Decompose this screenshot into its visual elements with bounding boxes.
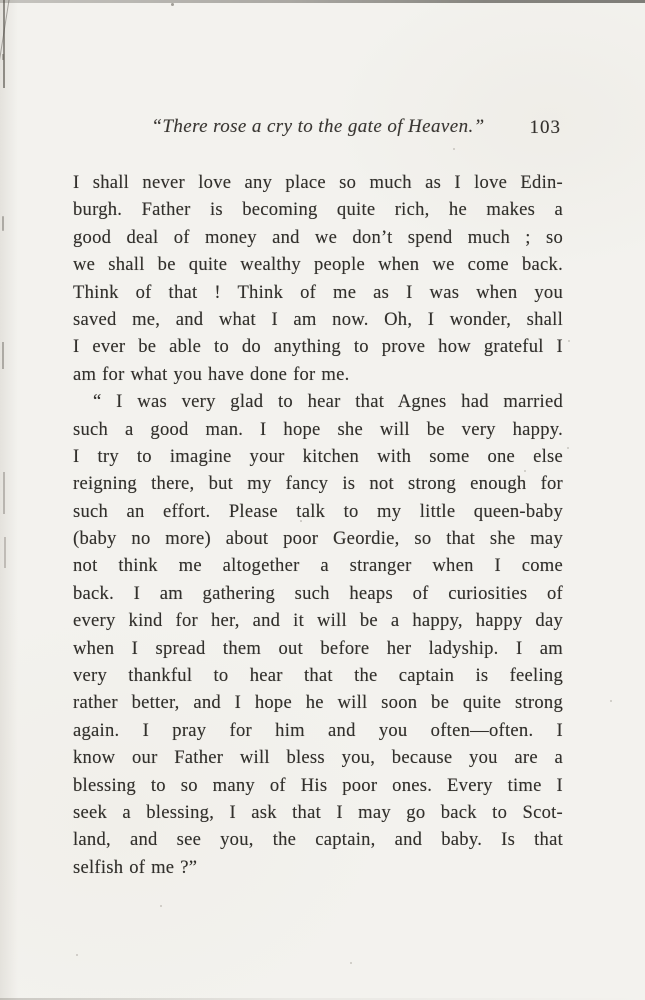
body-line: “ I was very glad to hear that Agnes had married: [93, 391, 563, 413]
running-title: “There rose a cry to the gate of Heaven.”: [151, 116, 485, 137]
body-line: seek a blessing, I ask that I may go back to Scot-: [73, 801, 563, 823]
body-line: I shall never love any place so much as I love Edin-: [73, 172, 563, 193]
scan-edge-top: [0, 0, 645, 3]
body-line: selfish of me ?”: [73, 856, 198, 878]
body-line: Think of that ! Think of me as I was when you: [73, 281, 563, 303]
body-line: I ever be able to do anything to prove how grateful I: [73, 336, 563, 358]
running-head: [73, 116, 563, 146]
scan-edge-mark: [2, 54, 4, 60]
paper-speck: [171, 3, 174, 6]
body-line: (baby no more) about poor Geordie, so that she may: [73, 528, 563, 550]
body-line: rather better, and I hope he will soon be quite strong: [73, 692, 563, 714]
body-line: not think me altogether a stranger when I come: [73, 555, 563, 577]
scan-edge-mark: [3, 472, 5, 514]
body-line: back. I am gathering such heaps of curiosities of: [73, 582, 563, 604]
paper-speck: [453, 148, 455, 150]
body-line: reigning there, but my fancy is not strong enough for: [73, 473, 563, 495]
body-line: good deal of money and we don’t spend much ; so: [73, 226, 563, 248]
scan-scratch-vertical: [3, 0, 5, 88]
body-line: such a good man. I hope she will be very happy.: [73, 418, 563, 440]
paper-speck: [76, 954, 78, 956]
paper-speck: [160, 905, 162, 907]
body-line: blessing to so many of His poor ones. Every time I: [73, 774, 563, 796]
paper-speck: [567, 447, 569, 449]
body-line: we shall be quite wealthy people when we come back.: [73, 254, 563, 276]
scan-edge-mark: [2, 342, 4, 369]
body-line: am for what you have done for me.: [73, 363, 350, 385]
body-line: when I spread them out before her ladyship. I am: [73, 637, 563, 659]
body-line: again. I pray for him and you often—often. I: [73, 719, 563, 741]
body-line: I try to imagine your kitchen with some one else: [73, 445, 563, 467]
page-number: 103: [529, 117, 561, 138]
body-line: burgh. Father is becoming quite rich, he makes a: [73, 199, 563, 221]
scan-edge-mark: [4, 537, 6, 568]
body-line: every kind for her, and it will be a happy, happy day: [73, 610, 563, 632]
body-line: know our Father will bless you, because you are a: [73, 747, 563, 769]
body-line: such an effort. Please talk to my little queen-baby: [73, 500, 563, 522]
paper-speck: [568, 340, 570, 342]
scan-edge-mark: [2, 216, 4, 231]
paper-speck: [350, 962, 352, 964]
body-line: very thankful to hear that the captain is feeling: [73, 665, 563, 687]
body-line: land, and see you, the captain, and baby. Is that: [73, 829, 563, 851]
paper-speck: [610, 700, 612, 702]
body-text: [73, 169, 563, 881]
body-line: saved me, and what I am now. Oh, I wonder, shall: [73, 308, 563, 330]
